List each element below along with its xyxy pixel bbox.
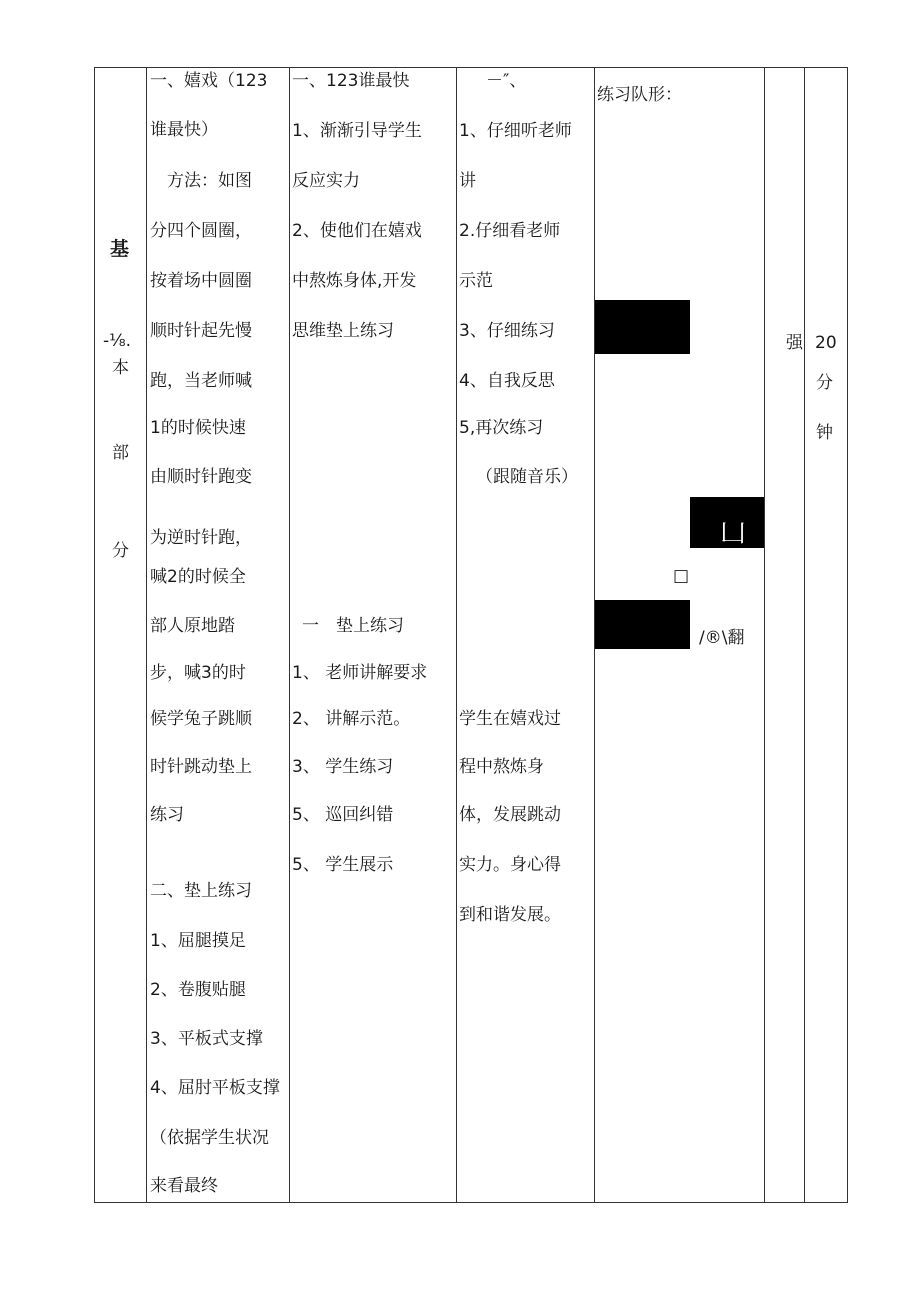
col-border-3 — [456, 67, 457, 1203]
student-line: 讲 — [459, 171, 476, 191]
section-title-char: 基 — [110, 238, 130, 260]
teacher-line: 5、 巡回纠错 — [292, 805, 394, 825]
content-line: 顺时针起先慢 — [150, 321, 252, 341]
teacher-line: 思维垫上练习 — [292, 321, 394, 341]
formation-bracket-glyph: 凵 — [720, 519, 747, 549]
student-line: 5,再次练习 — [459, 418, 544, 438]
student-line: 示范 — [459, 271, 493, 291]
col-border-7 — [847, 67, 848, 1203]
formation-square-glyph: □ — [673, 566, 690, 586]
content-line: 方法：如图 — [150, 171, 252, 191]
intensity-value: 强 — [786, 333, 803, 353]
content-line: 按着场中圆圈 — [150, 271, 252, 291]
content-line: 由顺时针跑变 — [150, 467, 252, 487]
content-line: 练习 — [150, 805, 184, 825]
content-line: 分四个圆圈， — [150, 221, 252, 241]
teacher-line: 3、 学生练习 — [292, 757, 394, 777]
student-line: 体，发展跳动 — [459, 805, 561, 825]
col-border-6 — [804, 67, 805, 1203]
teacher-line: 中熬炼身体,开发 — [292, 271, 417, 291]
teacher-line: 反应实力 — [292, 171, 360, 191]
teacher-line: 2、 讲解示范。 — [292, 709, 411, 729]
student-line: －″、 — [486, 71, 527, 91]
student-line: 2.仔细看老师 — [459, 221, 561, 241]
content-line: 二、垫上练习 — [150, 881, 252, 901]
time-unit-2: 钟 — [816, 423, 833, 443]
content-line: （依据学生状况 — [150, 1128, 269, 1148]
teacher-line: 5、 学生展示 — [292, 855, 394, 875]
formation-block-bottom — [595, 600, 690, 649]
content-line: 一、嬉戏（123 — [150, 71, 268, 91]
student-line: （跟随音乐） — [476, 467, 578, 487]
section-char-2: 部 — [112, 443, 129, 463]
student-line: 4、自我反思 — [459, 371, 555, 391]
student-line: 到和谐发展。 — [459, 905, 561, 925]
content-line: 步，喊3的时 — [150, 663, 246, 683]
student-line: 实力。身心得 — [459, 855, 561, 875]
col-border-1 — [146, 67, 147, 1203]
time-unit-1: 分 — [816, 373, 833, 393]
content-line: 4、屈肘平板支撑 — [150, 1078, 280, 1098]
teacher-line: 1、渐渐引导学生 — [292, 121, 422, 141]
content-line: 2、卷腹贴腿 — [150, 980, 246, 1000]
content-line: 喊2的时候全 — [150, 567, 246, 587]
content-line: 时针跳动垫上 — [150, 757, 252, 777]
table-top-border — [94, 67, 848, 68]
time-number: 20 — [815, 333, 837, 353]
content-line: 3、平板式支撑 — [150, 1029, 263, 1049]
teacher-line: 一、123谁最快 — [292, 71, 410, 91]
content-line: 1的时候快速 — [150, 418, 246, 438]
student-line: 程中熬炼身 — [459, 757, 544, 777]
content-line: 谁最快） — [150, 120, 218, 140]
teacher-line: 一 垫上练习 — [302, 616, 404, 636]
content-line: 来看最终 — [150, 1176, 218, 1196]
col-border-5 — [764, 67, 765, 1203]
section-char-1: 本 — [112, 358, 129, 378]
teacher-line: 2、使他们在嬉戏 — [292, 221, 422, 241]
formation-label: 练习队形： — [597, 85, 682, 105]
student-line: 学生在嬉戏过 — [459, 709, 561, 729]
col-border-0 — [94, 67, 95, 1203]
student-line: 3、仔细练习 — [459, 321, 555, 341]
content-line: 候学兔子跳顺 — [150, 709, 252, 729]
table-bottom-border — [94, 1202, 848, 1203]
section-char-3: 分 — [112, 541, 129, 561]
student-line: 1、仔细听老师 — [459, 121, 572, 141]
content-line: 部人原地踏 — [150, 616, 235, 636]
content-line: 1、屈腿摸足 — [150, 931, 246, 951]
formation-block-top — [595, 300, 690, 354]
section-number: -⅛. — [103, 331, 132, 351]
teacher-line: 1、 老师讲解要求 — [292, 663, 428, 683]
col-border-2 — [289, 67, 290, 1203]
content-line: 跑，当老师喊 — [150, 371, 252, 391]
formation-garbled-text: /®\翻 — [699, 628, 745, 648]
content-line: 为逆时针跑， — [150, 528, 252, 548]
